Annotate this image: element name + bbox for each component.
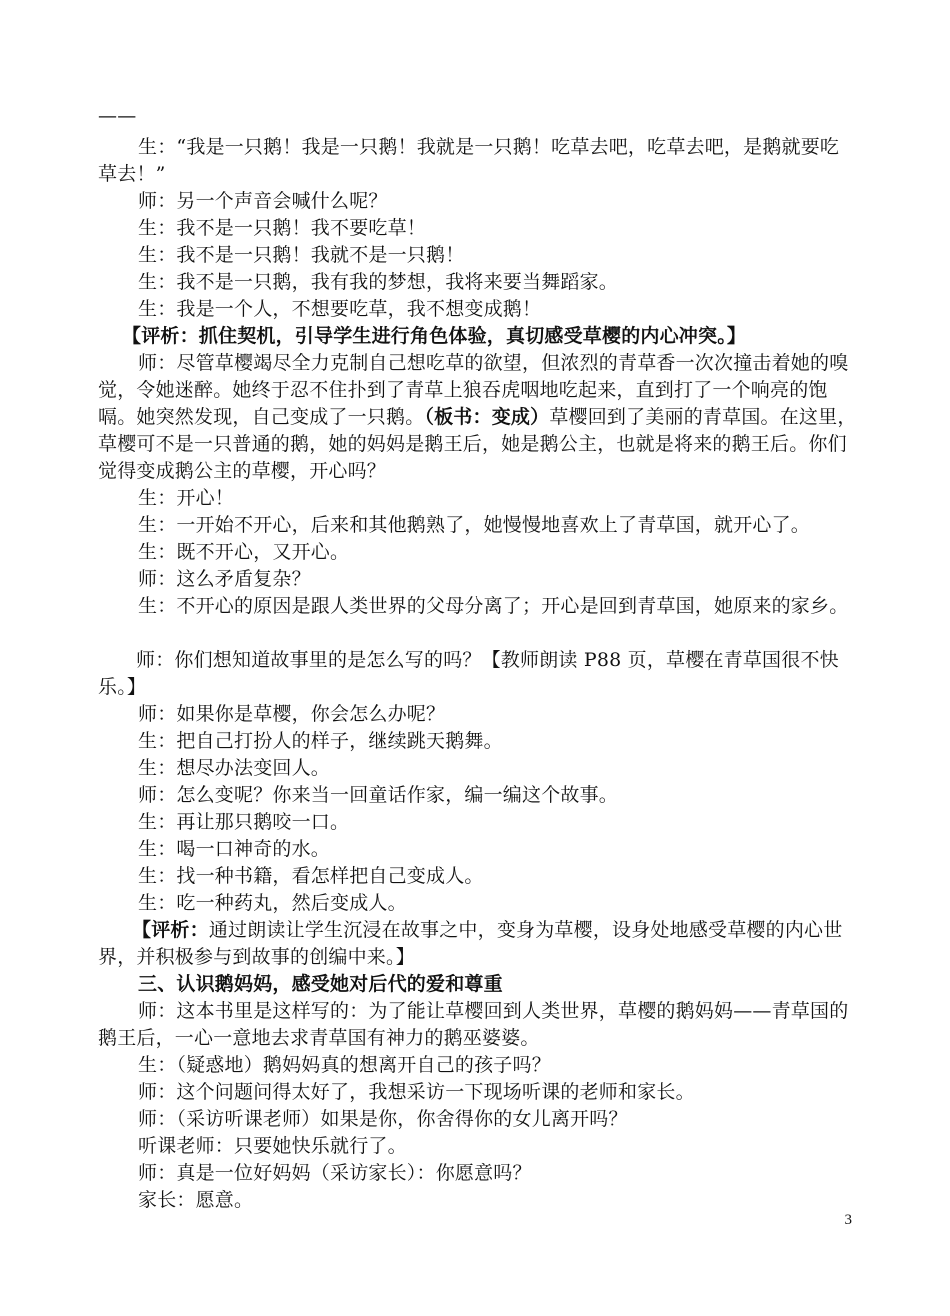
teacher-line: 师：（采访听课老师）如果是你，你舍得你的女儿离开吗？ xyxy=(138,1108,628,1130)
student-line: 生：找一种书籍，看怎样把自己变成人。 xyxy=(138,865,484,887)
section-heading: 三、认识鹅妈妈，感受她对后代的爱和尊重 xyxy=(138,973,503,995)
teacher-line: 师：这么矛盾复杂？ xyxy=(138,568,311,590)
student-line: 生：“我是一只鹅！我是一只鹅！我就是一只鹅！吃草去吧，吃草去吧，是鹅就要吃草去！” xyxy=(98,136,840,185)
narration-text: 师：尽管草樱竭尽全力克制自己想吃草的欲望，但浓烈的青草香一次次撞击着她的嗅觉，令她迷醉。她终于忍不住扑到了青草上狼吞虎咽地吃起来，直到打了一个响亮的饱嗝。她突然发现，自己变成了一只鹅。 xyxy=(98,352,849,428)
teacher-line: 师：另一个声音会喊什么呢？ xyxy=(138,190,388,212)
teacher-narration xyxy=(98,350,858,485)
student-line: 生：我不是一只鹅，我有我的梦想，我将来要当舞蹈家。 xyxy=(138,271,619,293)
commentary-note: 【评析：抓住契机，引导学生进行角色体验，真切感受草樱的内心冲突。】 xyxy=(122,325,747,347)
narration-text-continued: 草樱回到了美丽的青草国。在这里，草樱可不是一只普通的鹅，她的妈妈是鹅王后，她是鹅公主，也就是将来的鹅王后。你们觉得变成鹅公主的草樱，开心吗？ xyxy=(98,406,857,482)
student-line: 生：既不开心，又开心。 xyxy=(138,541,350,563)
dash-line: —— xyxy=(98,105,137,127)
teacher-line: 师：真是一位好妈妈（采访家长）：你愿意吗？ xyxy=(138,1162,532,1184)
observer-line: 听课老师：只要她快乐就行了。 xyxy=(138,1135,407,1157)
student-line: 生：把自己打扮人的样子，继续跳天鹅舞。 xyxy=(138,730,503,752)
student-line: 生：一开始不开心，后来和其他鹅熟了，她慢慢地喜欢上了青草国，就开心了。 xyxy=(138,514,811,536)
teacher-line: 师：这个问题问得太好了，我想采访一下现场听课的老师和家长。 xyxy=(138,1081,695,1103)
teacher-line: 师：如果你是草樱，你会怎么办呢？ xyxy=(138,703,446,725)
student-line: 生：我不是一只鹅！我就不是一只鹅！ xyxy=(138,244,465,266)
commentary-label: 【评析： xyxy=(132,919,209,941)
teacher-line: 师：这本书里是这样写的：为了能让草樱回到人类世界，草樱的鹅妈妈——青草国的鹅王后，一心一意地去求青草国有神力的鹅巫婆婆。 xyxy=(98,1000,849,1049)
student-line: 生：喝一口神奇的水。 xyxy=(138,838,331,860)
student-line: 生：（疑惑地）鹅妈妈真的想离开自己的孩子吗？ xyxy=(138,1054,551,1076)
page-number: 3 xyxy=(844,1212,852,1228)
board-note: （板书：变成） xyxy=(424,406,550,428)
student-line: 生：我不是一只鹅！我不要吃草！ xyxy=(138,217,427,239)
student-line: 生：再让那只鹅咬一口。 xyxy=(138,811,350,833)
commentary-text: 通过朗读让学生沉浸在故事之中，变身为草樱，设身处地感受草樱的内心世界，并积极参与到故事的创编中来。】 xyxy=(98,919,843,968)
teacher-line: 师：你们想知道故事里的是怎么写的吗？【教师朗读 P88 页，草樱在青草国很不快乐。】 xyxy=(98,649,839,698)
teacher-line: 师：怎么变呢？你来当一回童话作家，编一编这个故事。 xyxy=(138,784,619,806)
student-line: 生：想尽办法变回人。 xyxy=(138,757,331,779)
student-line: 生：不开心的原因是跟人类世界的父母分离了；开心是回到青草国，她原来的家乡。 xyxy=(138,595,849,617)
commentary-note xyxy=(98,917,858,971)
student-line: 生：我是一个人，不想要吃草，我不想变成鹅！ xyxy=(138,298,542,320)
student-line: 生：吃一种药丸，然后变成人。 xyxy=(138,892,407,914)
parent-line: 家长：愿意。 xyxy=(138,1189,254,1211)
student-line: 生：开心！ xyxy=(138,487,235,509)
